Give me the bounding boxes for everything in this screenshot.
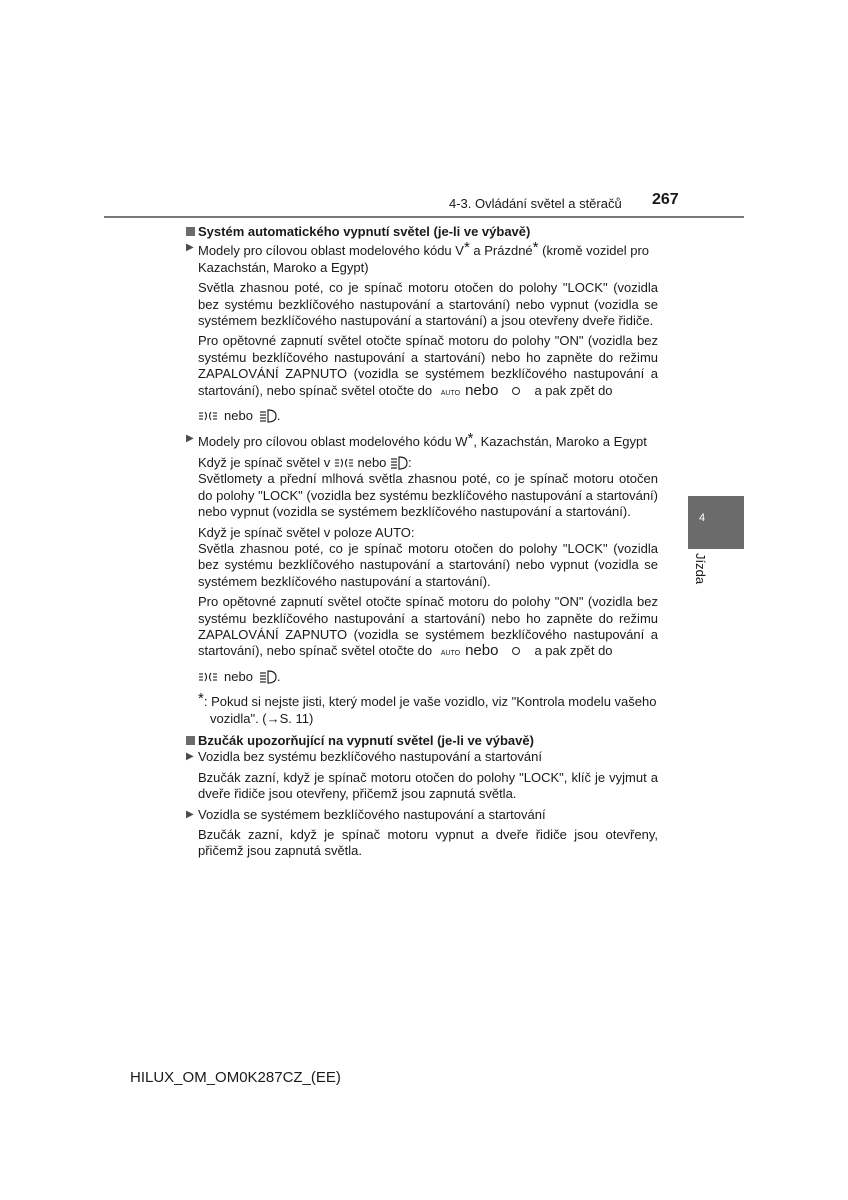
bullet-with-smart-key xyxy=(186,807,658,823)
footnote xyxy=(198,691,658,727)
square-bullet-icon xyxy=(186,736,195,745)
document-code-footer: HILUX_OM_OM0K287CZ_(EE) xyxy=(130,1069,341,1086)
bullet-text: Modely pro cílovou oblast modelového kódu V xyxy=(198,243,464,259)
asterisk-mark: * xyxy=(532,239,539,257)
paragraph: Světla zhasnou poté, co je spínač motoru otočen do polohy "LOCK" (vozidla bez systému bezklíčového nastupování a startování) nebo vypnut (vozidla se systémem bezklíčového nastupování a startování) a jsou otevřeny dveře řidiče. xyxy=(198,280,658,329)
section-heading-auto-off xyxy=(186,224,658,240)
back-to-text: a pak zpět do xyxy=(534,382,613,398)
icons-line xyxy=(198,669,658,685)
header-divider xyxy=(104,216,744,218)
paragraph: Světla zhasnou poté, co je spínač motoru otočen do polohy "LOCK" (vozidla bez systému bezklíčového nastupování a startování) nebo vypnut (vozidla se systémem bezklíčového nastupování a startování). xyxy=(198,540,658,589)
colon: : xyxy=(408,454,412,470)
paragraph: Bzučák zazní, když je spínač motoru otočen do polohy "LOCK", klíč je vyjmut a dveře řidiče jsou otevřeny, přičemž jsou zapnutá světla. xyxy=(198,769,658,802)
auto-position-label: AUTO xyxy=(440,650,461,658)
nebo-text: nebo xyxy=(465,381,499,399)
asterisk-mark: * xyxy=(463,239,470,257)
headlight-icon xyxy=(390,456,408,470)
bullet-text: Modely pro cílovou oblast modelového kódu W xyxy=(198,434,468,450)
page-content xyxy=(186,224,658,860)
back-to-text: a pak zpět do xyxy=(534,643,613,659)
bullet-models-v xyxy=(186,240,658,276)
nebo-text: nebo xyxy=(224,668,253,684)
icons-line xyxy=(198,408,658,424)
bullet-text: , Kazachstán, Maroko a Egypt xyxy=(473,434,647,450)
square-bullet-icon xyxy=(186,227,195,236)
paragraph xyxy=(198,333,658,402)
chapter-tab xyxy=(688,496,744,549)
header-section-title: 4-3. Ovládání světel a stěračů xyxy=(449,196,622,211)
bullet-models-w xyxy=(186,431,658,450)
parking-lights-icon xyxy=(334,457,354,469)
paragraph xyxy=(198,594,658,663)
period: . xyxy=(276,668,281,684)
triangle-arrow-icon: ▶ xyxy=(186,242,194,254)
paragraph-auto: Když je spínač světel v poloze AUTO: xyxy=(198,524,415,540)
bullet-text: Vozidla se systémem bezklíčového nastupování a startování xyxy=(198,806,546,822)
auto-position-label: AUTO xyxy=(440,389,461,397)
page-number: 267 xyxy=(652,191,679,208)
triangle-arrow-icon: ▶ xyxy=(186,751,194,763)
asterisk-mark: * xyxy=(198,690,204,708)
nebo-text: nebo xyxy=(357,454,387,470)
triangle-arrow-icon: ▶ xyxy=(186,433,194,445)
chapter-label: Jízda xyxy=(693,553,708,585)
section-heading-buzzer xyxy=(186,733,658,749)
asterisk-mark: * xyxy=(467,430,474,448)
headlight-icon xyxy=(259,409,277,423)
bullet-text: (kromě vozidel pro Kazachstán, Maroko a Egypt) xyxy=(198,243,650,275)
nebo-text: nebo xyxy=(465,642,499,660)
bullet-text: Vozidla bez systému bezklíčového nastupování a startování xyxy=(198,749,542,765)
nebo-text: nebo xyxy=(224,408,253,424)
footnote-text: : Pokud si nejste jisti, který model je vaše vozidlo, viz "Kontrola modelu vašeho vozidla". (→S. 11) xyxy=(203,694,657,726)
off-circle-icon xyxy=(512,647,520,655)
bullet-without-smart-key xyxy=(186,749,658,765)
paragraph-switch-position xyxy=(198,455,658,471)
parking-lights-icon xyxy=(198,410,218,422)
off-circle-icon xyxy=(512,387,520,395)
paragraph-text: Pro opětovné zapnutí světel otočte spínač motoru do polohy "ON" (vozidla bez systému bezklíčového nastupování a startování) nebo ho zapněte do režimu ZAPALOVÁNÍ ZAPNUTO (vozidla se systémem bezklíčového nastupování a startování), nebo spínač světel otočte do xyxy=(198,333,658,398)
chapter-number: 4 xyxy=(699,512,706,524)
paragraph-text: Pro opětovné zapnutí světel otočte spínač motoru do polohy "ON" (vozidla bez systému bezklíčového nastupování a startování) nebo ho zapněte do režimu ZAPALOVÁNÍ ZAPNUTO (vozidla se systémem bezklíčového nastupování a startování), nebo spínač světel otočte do xyxy=(198,594,658,659)
paragraph: Světlomety a přední mlhová světla zhasnou poté, co je spínač motoru otočen do polohy "LOCK" (vozidla bez systému bezklíčového nastupování a startování) nebo vypnut (vozidla se systémem bezklíčového nastupování a startování). xyxy=(198,471,658,520)
heading-text: Systém automatického vypnutí světel (je-li ve výbavě) xyxy=(198,224,531,239)
period: . xyxy=(276,408,281,424)
heading-text: Bzučák upozorňující na vypnutí světel (je-li ve výbavě) xyxy=(198,732,534,748)
paragraph-text: Když je spínač světel v xyxy=(198,454,331,470)
triangle-arrow-icon: ▶ xyxy=(186,808,194,820)
bullet-text: a Prázdné xyxy=(469,243,533,259)
headlight-icon xyxy=(259,670,277,684)
paragraph: Bzučák zazní, když je spínač motoru vypnut a dveře řidiče jsou otevřeny, přičemž jsou zapnutá světla. xyxy=(198,827,658,859)
parking-lights-icon xyxy=(198,671,218,683)
